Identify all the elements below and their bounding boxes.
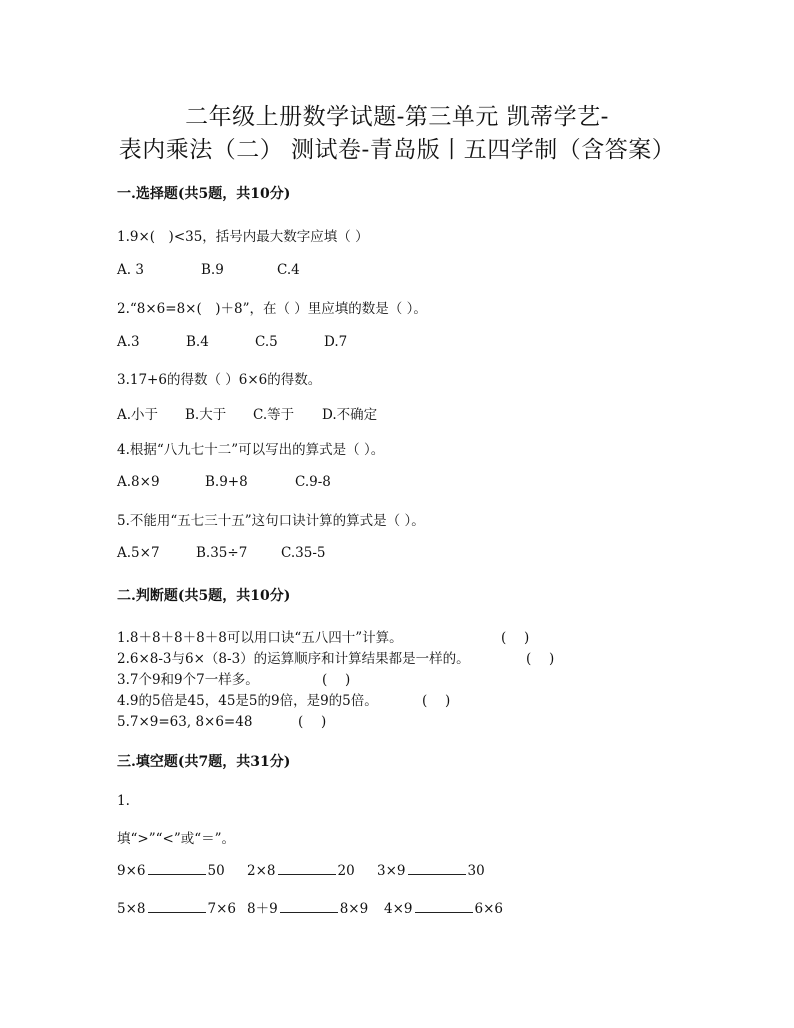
section-heading-true-false: 二.判断题(共5题，共10分) xyxy=(117,588,291,604)
comparison-row xyxy=(117,897,503,917)
comparison-left: 8＋9 xyxy=(247,901,278,917)
answer-parentheses: ( ) xyxy=(322,672,351,688)
comparison-item xyxy=(247,862,377,879)
comparison-item xyxy=(247,897,384,917)
option-b: B.大于 xyxy=(185,407,227,423)
option-d: D.不确定 xyxy=(322,407,378,423)
option-a: A.3 xyxy=(117,334,140,350)
comparison-left: 4×9 xyxy=(384,901,413,917)
comparison-right: 6×6 xyxy=(474,901,503,917)
option-c: C.等于 xyxy=(253,407,295,423)
option-a: A. 3 xyxy=(117,262,144,278)
comparison-item xyxy=(377,862,485,879)
option-a: A.5×7 xyxy=(117,545,160,561)
answer-blank[interactable] xyxy=(278,862,336,875)
judgement-text: 2.6×8-3与6×（8-3）的运算顺序和计算结果都是一样的。 xyxy=(117,651,470,667)
comparison-item xyxy=(117,862,247,879)
question-number: 1. xyxy=(117,793,130,809)
question-stem: 5.不能用“五七三十五”这句口诀计算的算式是（ ）。 xyxy=(117,513,425,529)
question-instruction: 填“>”“<”或“＝”。 xyxy=(117,831,236,847)
judgement-item xyxy=(117,710,326,730)
option-c: C.35-5 xyxy=(281,545,326,561)
comparison-left: 3×9 xyxy=(377,863,406,879)
answer-blank[interactable] xyxy=(148,862,206,875)
option-a: A.小于 xyxy=(117,407,159,423)
comparison-right: 30 xyxy=(467,863,485,879)
answer-parentheses: ( ) xyxy=(298,714,327,730)
judgement-text: 4.9的5倍是45，45是5的9倍，是9的5倍。 xyxy=(117,693,378,709)
question-stem: 4.根据“八九七十二”可以写出的算式是（ ）。 xyxy=(117,442,385,458)
question-options xyxy=(117,403,377,423)
judgement-item xyxy=(117,689,450,709)
option-c: C.5 xyxy=(255,334,278,350)
comparison-right: 8×9 xyxy=(339,901,369,917)
option-b: B.35÷7 xyxy=(196,545,248,561)
question-stem: 1.9×( )<35，括号内最大数字应填（ ） xyxy=(117,229,369,245)
answer-blank[interactable] xyxy=(415,900,473,913)
option-b: B.4 xyxy=(186,334,209,350)
answer-blank[interactable] xyxy=(148,900,206,913)
option-c: C.4 xyxy=(277,262,300,278)
judgement-text: 3.7个9和9个7一样多。 xyxy=(117,672,259,688)
answer-parentheses: ( ) xyxy=(526,651,555,667)
comparison-right: 50 xyxy=(207,863,225,879)
answer-parentheses: ( ) xyxy=(501,630,530,646)
exam-title-line-2: 表内乘法（二） 测试卷-青岛版丨五四学制（含答案） xyxy=(118,137,676,163)
section-heading-choice: 一.选择题(共5题，共10分) xyxy=(117,186,291,202)
comparison-left: 9×6 xyxy=(117,863,146,879)
judgement-text: 5.7×9=63, 8×6=48 xyxy=(117,714,253,730)
answer-blank[interactable] xyxy=(408,862,466,875)
section-heading-fill-blank: 三.填空题(共7题，共31分) xyxy=(117,754,291,770)
comparison-item xyxy=(117,900,247,917)
question-options xyxy=(117,334,347,350)
option-b: B.9 xyxy=(201,262,224,278)
exam-title-line-1: 二年级上册数学试题-第三单元 凯蒂学艺- xyxy=(185,104,609,130)
judgement-text: 1.8＋8＋8＋8＋8可以用口诀“五八四十”计算。 xyxy=(117,630,403,646)
question-options xyxy=(117,545,325,561)
comparison-row xyxy=(117,862,485,879)
option-d: D.7 xyxy=(324,334,348,350)
question-stem: 3.17+6的得数（ ）6×6的得数。 xyxy=(117,372,322,388)
option-b: B.9+8 xyxy=(205,474,248,490)
comparison-left: 5×8 xyxy=(117,901,146,917)
judgement-item xyxy=(117,668,350,688)
comparison-right: 7×6 xyxy=(207,901,236,917)
question-stem: 2.“8×6=8×( )＋8”，在（ ）里应填的数是（ ）。 xyxy=(117,301,427,317)
question-options xyxy=(117,474,331,490)
option-c: C.9-8 xyxy=(295,474,331,490)
comparison-left: 2×8 xyxy=(247,863,276,879)
judgement-item xyxy=(117,626,529,646)
answer-blank[interactable] xyxy=(280,900,338,913)
answer-parentheses: ( ) xyxy=(422,693,451,709)
option-a: A.8×9 xyxy=(117,474,160,490)
judgement-item xyxy=(117,647,554,667)
question-options xyxy=(117,262,300,278)
comparison-item xyxy=(384,900,503,917)
comparison-right: 20 xyxy=(337,863,355,879)
